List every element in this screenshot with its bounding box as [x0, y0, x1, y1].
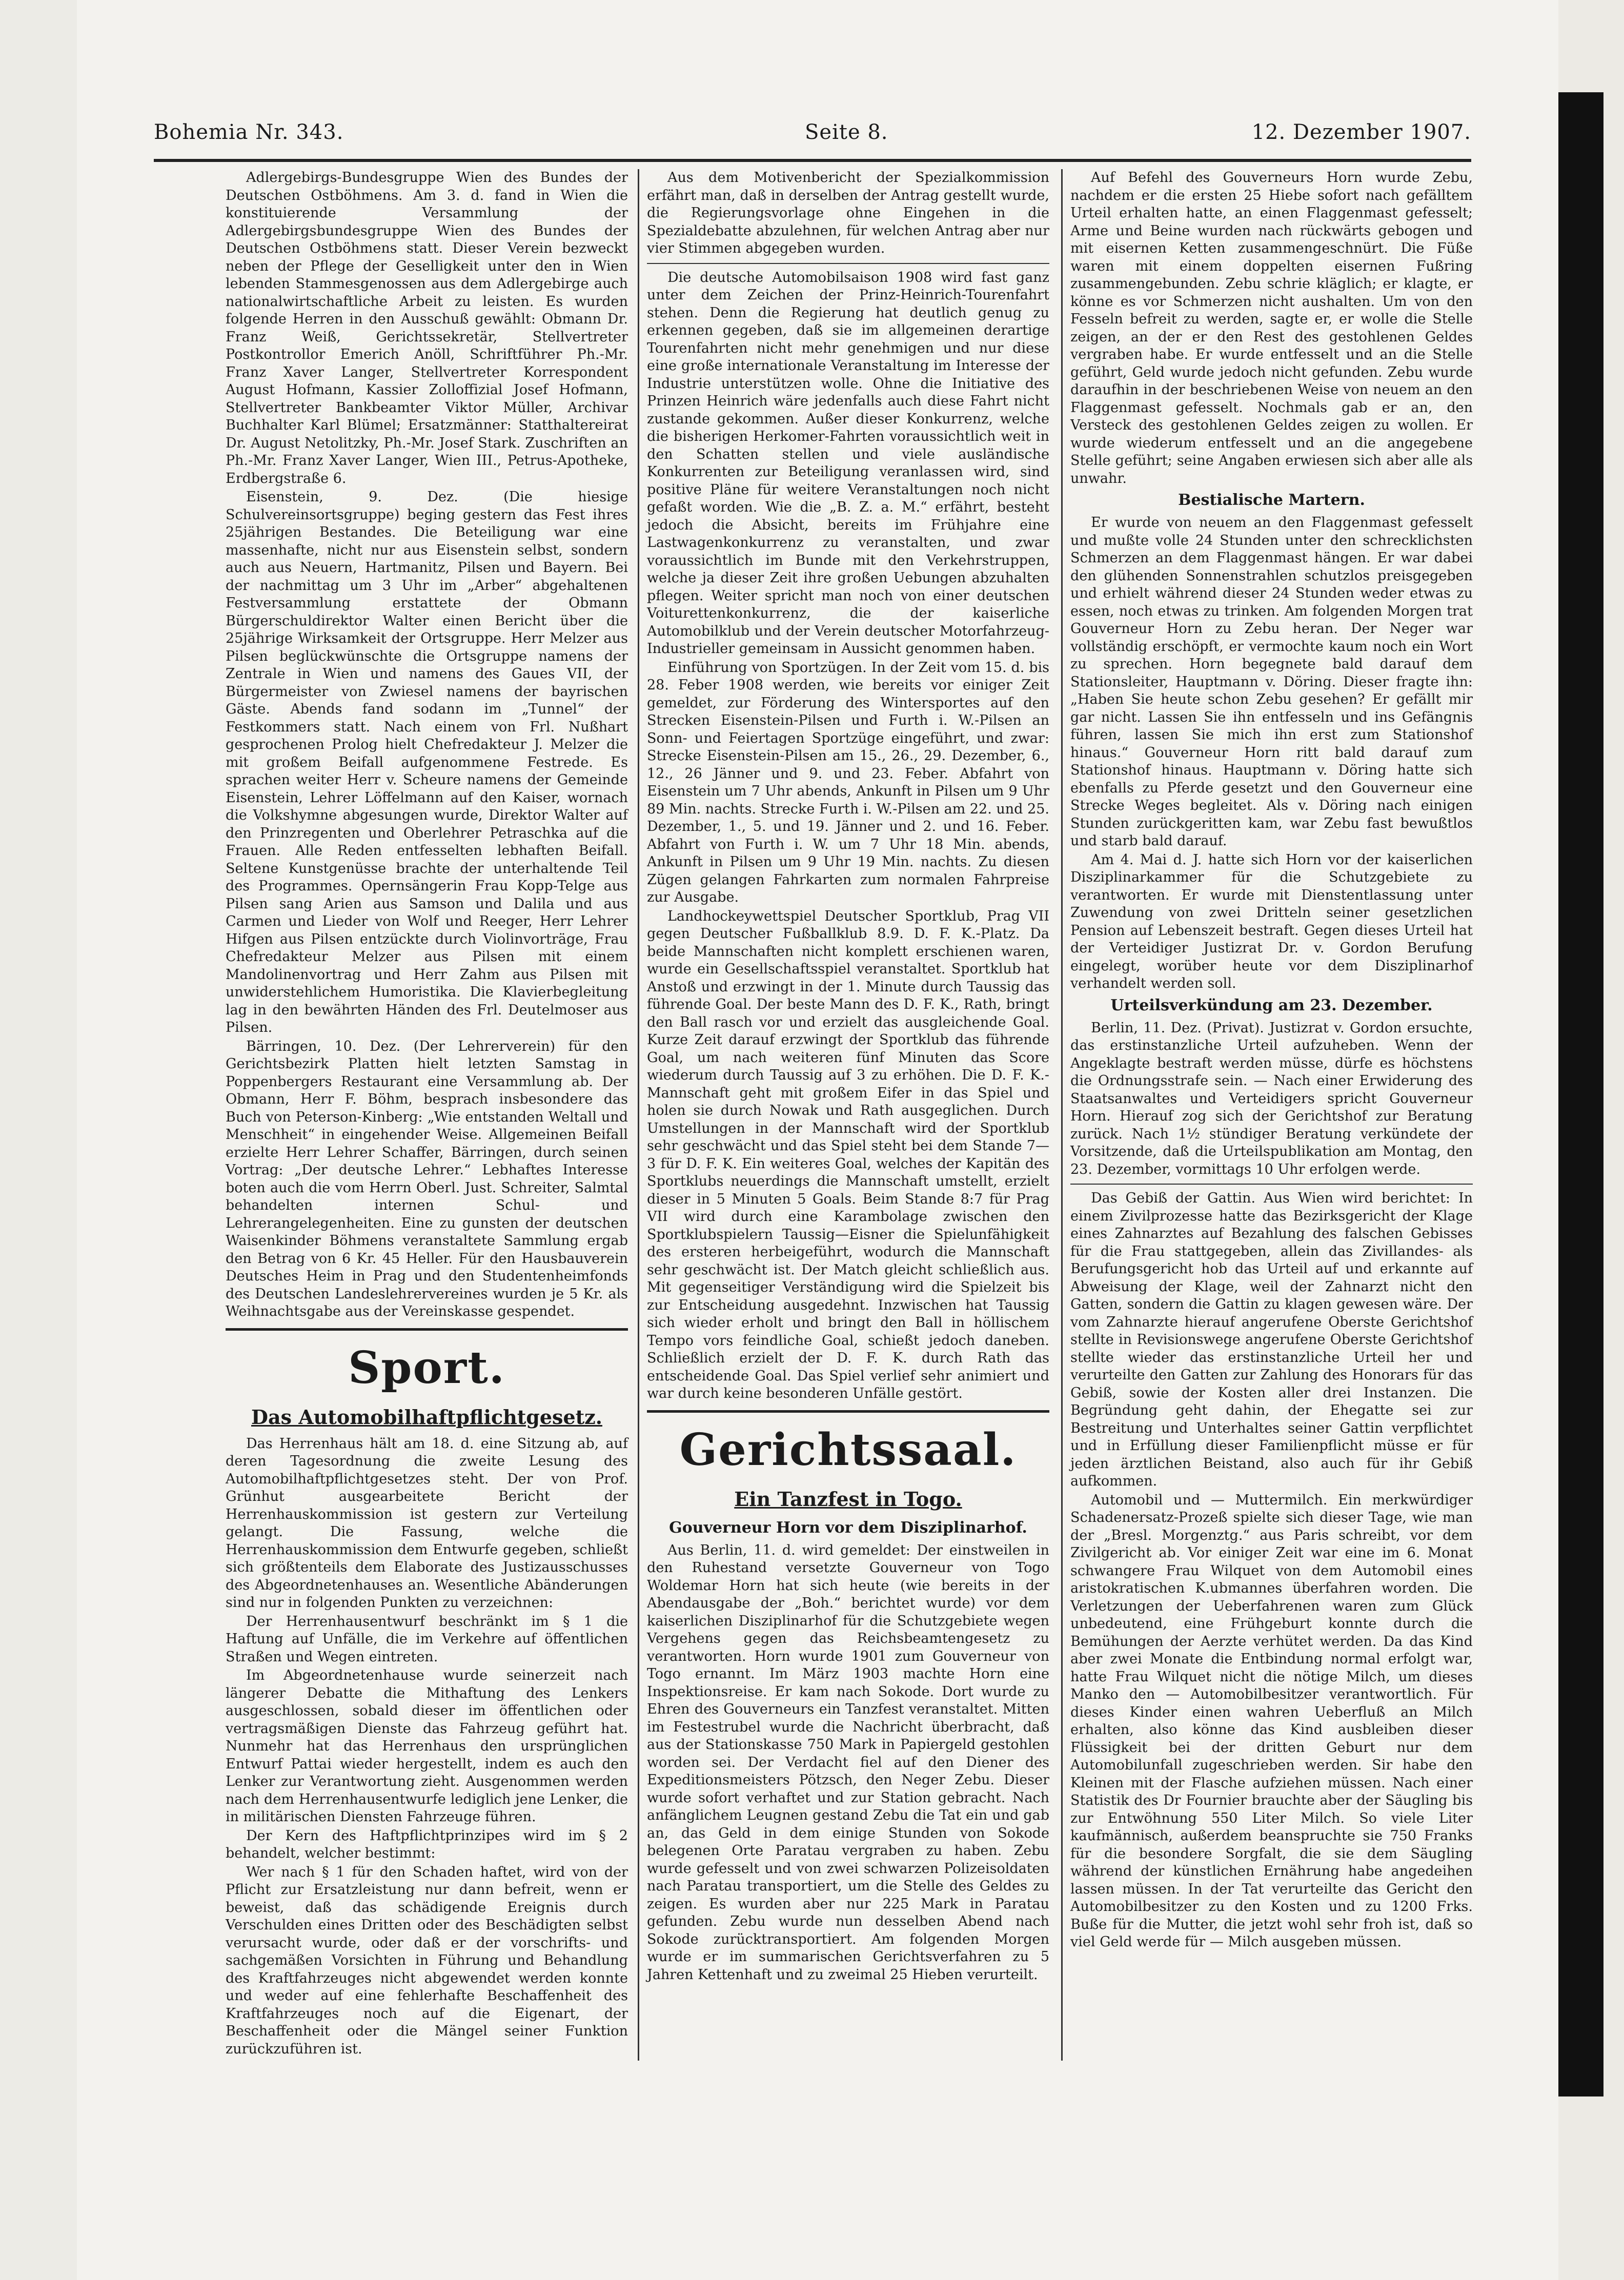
article-rule: [647, 263, 1049, 264]
subhead-bestialische-martern: Bestialische Martern.: [1178, 491, 1365, 509]
article-sportzuege: Einführung von Sportzügen. In der Zeit vom 15. d. bis 28. Feber 1908 werden, wie bereits vor einiger Zeit gemeldet, zur Förderung des Wintersportes auf den Strecken Eisenstein-Pilsen und Furth i. W.-Pilsen an Sonn- und Feiertagen Sportzüge eingeführt, und zwar: Strecke Eisenstein-Pilsen am 15., 26., 29. Dezember, 6., 12., 26 Jänner und 9. und 23. Feber. Abfahrt von Eisenstein um 7 Uhr abends, Ankunft in Pilsen um 9 Uhr 89 Min. nachts. Strecke Furth i. W.-Pilsen am 22. und 25. Dezember, 1., 5. und 19. Jänner und 2. und 16. Feber. Abfahrt von Furth i. W. um 7 Uhr 18 Min. abends, Ankunft in Pilsen um 9 Uhr 19 Min. nachts. Zu diesen Zügen gelangen Fahrkarten zum normalen Fahrpreise zur Ausgabe.: [647, 659, 1049, 905]
column-divider-1: [638, 169, 639, 2061]
section-rule: [226, 1328, 628, 1331]
article-haftpflicht-p2: Der Herrenhausentwurf beschränkt im § 1 die Haftung auf Unfälle, die im Verkehre auf öffentlichen Straßen und Wegen eintreten.: [226, 1613, 628, 1665]
column-divider-2: [1061, 169, 1063, 2061]
scan-margin-left: [0, 0, 77, 2280]
column-3: [1070, 169, 1473, 1951]
article-automobilsaison: Die deutsche Automobilsaison 1908 wird fast ganz unter dem Zeichen der Prinz-Heinrich-Tourenfahrt stehen. Denn die Regierung hat deutlich genug zu erkennen gegeben, daß sie im allgemeinen derartige Tourenfahrten nicht mehr genehmigen und nur diese eine große internationale Veranstaltung im Interesse der Industrie unterstützen wolle. Ohne die Initiative des Prinzen Heinrich wäre jedenfalls auch diese Fahrt nicht zustande gekommen. Außer dieser Konkurrenz, welche die bisherigen Herkomer-Fahrten voraussichtlich weit in den Schatten stellen und viele ausländische Konkurrenten zur Beteiligung veranlassen wird, sind positive Pläne für weitere Veranstaltungen noch nicht gefaßt worden. Wie die „B. Z. a. M.“ erfährt, besteht jedoch die Absicht, bereits im Frühjahre eine Lastwagenkonkurrenz zu veranstalten, und zwar voraussichtlich im Bunde mit den Verkehrstruppen, welche ja dieser Zeit ihre großen Uebungen abzuhalten pflegen. Weiter spricht man noch von einer deutschen Voiturettenkonkurrenz, die der kaiserliche Automobilklub und der Verein deutscher Motorfahrzeug-Industrieller gemeinsam in Aussicht genommen haben.: [647, 269, 1049, 657]
header-rule: [154, 159, 1471, 162]
article-motivenbericht: Aus dem Motivenbericht der Spezialkommission erfährt man, daß in derselben der Antrag gestellt wurde, die Regierungsvorlage ohne Eingehen in die Spezialdebatte abzulehnen, für welchen Antrag aber nur vier Stimmen abgegeben wurden.: [647, 170, 1049, 256]
article-haftpflicht-intro: Das Herrenhaus hält am 18. d. eine Sitzung ab, auf deren Tagesordnung die zweite Lesung des Automobilhaftpflichtgesetzes steht. Der von Prof. Grünhut ausgearbeitete Bericht der Herrenhauskommission ist gestern zur Verteilung gelangt. Die Fassung, welche die Herrenhauskommission dem Entwurfe gegeben, schließt sich größtenteils dem Elaborate des Justizausschusses des Abgeordnetenhauses an. Wesentliche Abänderungen sind nur in folgenden Punkten zu verzeichnen:: [226, 1435, 628, 1611]
header-date: 12. Dezember 1907.: [1251, 120, 1471, 144]
header-issue: Bohemia Nr. 343.: [154, 120, 344, 144]
article-haftpflicht-p4: Der Kern des Haftpflichtprinzipes wird im § 2 behandelt, welcher bestimmt:: [226, 1827, 628, 1861]
article-adlergebirge: Adlergebirgs-Bundesgruppe Wien des Bundes der Deutschen Ostböhmens. Am 3. d. fand in Wien die konstituierende Versammlung der Adlergebirgsbundesgruppe Wien des Bundes der Deutschen Ostböhmens statt. Dieser Verein bezweckt neben der Pflege der Geselligkeit unter den in Wien lebenden Stammesgenossen aus dem Adlergebirge auch nationalwirtschaftliche Arbeit zu leisten. Es wurden folgende Herren in den Ausschuß gewählt: Obmann Dr. Franz Weiß, Gerichtssekretär, Stellvertreter Postkontrollor Emerich Anöll, Schriftführer Ph.-Mr. Franz Xaver Langer, Stellvertreter Korrespondent August Hofmann, Kassier Zolloffizial Josef Hofmann, Stellvertreter Bankbeamter Viktor Müller, Archivar Buchhalter Karl Blümel; Ersatzmänner: Statthaltereirat Dr. August Netolitzky, Ph.-Mr. Josef Stark. Zuschriften an Ph.-Mr. Franz Xaver Langer, Wien III., Petrus-Apotheke, Erdbergstraße 6.: [226, 170, 628, 486]
column-1: [226, 169, 628, 2058]
article-tanzfest-p2: Auf Befehl des Gouverneurs Horn wurde Zebu, nachdem er die ersten 25 Hiebe sofort nach gefälltem Urteil erhalten hatte, an einen Flaggenmast gefesselt; Arme und Beine wurden nach rückwärts gebogen und mit eisernen Ketten zusammengeschnürt. Die Füße waren mit einem doppelten eisernen Fußring zusammengebunden. Zebu schrie kläglich; er klagte, er könne es vor Schmerzen nicht aushalten. Um von den Fesseln befreit zu werden, sagte er, er wolle die Stelle zeigen, an der er den Rest des gestohlenen Geldes vergraben habe. Er wurde entfesselt und an die Stelle geführt, Geld wurde jedoch nicht gefunden. Zebu wurde daraufhin in der beschriebenen Weise von neuem an den Flaggenmast gefesselt. Nochmals gab er an, den Versteck des gestohlenen Geldes zeigen zu wollen. Er wurde wiederum entfesselt und an die angegebene Stelle geführt; seine Angaben erwiesen sich aber alle als unwahr.: [1070, 170, 1473, 486]
article-tanzfest-p4: Am 4. Mai d. J. hatte sich Horn vor der kaiserlichen Disziplinarkammer für die Schutzgebiete zu verantworten. Er wurde mit Dienstentlassung unter Zuwendung von zwei Dritteln seiner gesetzlichen Pension auf Lebenszeit bestraft. Gegen dieses Urteil hat der Verteidiger Justizrat Dr. v. Gordon Berufung eingelegt, worüber heute vor dem Disziplinarhof verhandelt werden soll.: [1070, 851, 1473, 991]
subhead-urteilsverkuendung: Urteilsverkündung am 23. Dezember.: [1110, 996, 1433, 1014]
section-title-sport: Sport.: [348, 1341, 505, 1394]
article-tanzfest-p1: Aus Berlin, 11. d. wird gemeldet: Der einstweilen in den Ruhestand versetzte Gouverneur von Togo Woldemar Horn hat sich heute (wie bereits in der Abendausgabe der „Boh.“ berichtet wurde) vor dem kaiserlichen Disziplinarhof für die Schutzgebiete wegen Vergehens gegen das Reichsbeamtengesetz zu verantworten. Horn wurde 1901 zum Gouverneur von Togo ernannt. Im März 1903 machte Horn eine Inspektionsreise. Er kam nach Sokode. Dort wurde zu Ehren des Gouverneurs ein Tanzfest veranstaltet. Mitten im Festestrubel wurde die Nachricht überbracht, daß aus der Stationskasse 750 Mark in Papiergeld gestohlen worden sei. Der Verdacht fiel auf den Diener des Expeditionsmeisters Pötzsch, den Neger Zebu. Dieser wurde sofort verhaftet und zur Station gebracht. Nach anfänglichem Leugnen gestand Zebu die Tat ein und gab an, das Geld in dem einige Stunden von Sokode belegenen Orte Paratau vergraben zu haben. Zebu wurde gefesselt und von zwei schwarzen Polizeisoldaten nach Paratau transportiert, um die Stelle des Geldes zu zeigen. Es wurden aber nur 225 Mark in Paratau gefunden. Zebu wurde nun desselben Abend nach Sokode zurücktransportiert. Am folgenden Morgen wurde er im summarischen Gerichtsverfahren zu 5 Jahren Kettenhaft und zu zweimal 25 Hieben verurteilt.: [647, 1542, 1049, 1983]
article-haftpflicht-p3: Im Abgeordnetenhause wurde seinerzeit nach längerer Debatte die Mithaftung des Lenkers ausgeschlossen, sobald dieser im öffentlichen oder vertragsmäßigen Dienste das Fahrzeug geführt hat. Nunmehr hat das Herrenhaus den ursprünglichen Entwurf Pattai wieder hergestellt, indem es auch den Lenker zur Verantwortung zieht. Ausgenommen werden nach dem Herrenhausentwurfe lediglich jene Lenker, die in militärischen Diensten Fahrzeuge führen.: [226, 1667, 628, 1825]
page-header: [154, 120, 1471, 156]
article-automobil-muttermilch: Automobil und — Muttermilch. Ein merkwürdiger Schadenersatz-Prozeß spielte sich dieser Tage, wie man der „Bresl. Morgenztg.“ aus Paris schreibt, vor dem Zivilgericht ab. Vor einiger Zeit war eine im 6. Monat schwangere Frau Wilquet von dem Automobil eines aristokratischen K.ubmannes überfahren worden. Die Verletzungen der Ueberfahrenen waren zum Glück unbedeutend, eine Frühgeburt konnte durch die Bemühungen der Aerzte verhütet werden. Da das Kind aber zwei Monate die Entbindung normal erfolgt war, hatte Frau Wilquet nicht die nötige Milch, um dieses Manko den — Automobilbesitzer verantwortlich. Für dieses Kinder einen wahren Ueberfluß an Milch erhalten, also könne das Kind ausbleiben dieser Flüssigkeit bei der dritten Geburt nur dem Automobilunfall zugeschrieben werden. Sir habe den Kleinen mit der Flasche aufziehen müssen. Nach einer Statistik des Dr Fournier brauchte aber der Säugling bis zur Entwöhnung 550 Liter Milch. So viele Liter kaufmännisch, außerdem beanspruchte sie 750 Franks für die besondere Sorgfalt, die sie dem Säugling während der künstlichen Ernährung habe angedeihen lassen müssen. In der Tat verurteilte das Gericht den Automobilbesitzer zu den Kosten und zu 1200 Frks. Buße für die Mutter, die jetzt wohl sehr froh ist, daß so viel Geld werde für — Milch ausgeben müssen.: [1070, 1492, 1473, 1950]
column-2: [647, 169, 1049, 1984]
section-rule: [647, 1410, 1049, 1413]
article-haftpflicht-p5: Wer nach § 1 für den Schaden haftet, wird von der Pflicht zur Ersatzleistung nur dann befreit, wenn er beweist, daß das schädigende Ereignis durch Verschulden eines Dritten oder des Beschädigten selbst verursacht wurde, oder daß er der vorschrifts- und sachgemäßen Vorsichten in Führung und Behandlung des Kraftfahrzeuges nicht abgewendet werden konnte und weder auf eine fehlerhafte Beschaffenheit des Kraftfahrzeuges noch auf die Eigenart, der Beschaffenheit oder die Mängel seiner Funktion zurückzuführen ist.: [226, 1864, 628, 2057]
article-title-haftpflicht: Das Automobilhaftpflichtgesetz.: [251, 1405, 602, 1429]
header-page-number: Seite 8.: [805, 120, 888, 144]
article-eisenstein: Eisenstein, 9. Dez. (Die hiesige Schulvereinsortsgruppe) beging gestern das Fest ihres 25jährigen Bestandes. Die Beteiligung war eine massenhafte, nicht nur aus Eisenstein selbst, sondern auch aus Neuern, Hartmanitz, Pilsen und Bayern. Bei der nachmittag um 3 Uhr im „Arber“ abgehaltenen Festversammlung erstattete der Obmann Bürgerschuldirektor Walter einen Bericht über die 25jährige Wirksamkeit der Ortsgruppe. Herr Melzer aus Pilsen beglückwünschte die Ortsgruppe namens der Zentrale in Wien und namens des Gaues VII, der Bürgermeister von Zwiesel namens der bayrischen Gäste. Abends fand sodann im „Tunnel“ der Festkommers statt. Nach einem von Frl. Nußhart gesprochenen Prolog hielt Chefredakteur J. Melzer die mit großem Beifall aufgenommene Festrede. Es sprachen weiter Herr v. Scheure namens der Gemeinde Eisenstein, Lehrer Löffelmann auf den Kaiser, wornach die Volkshymne abgesungen wurde, Direktor Walter auf den Prinzregenten und Oberlehrer Petraschka auf die Frauen. Alle Reden entfesselten lebhaften Beifall. Seltene Kunstgenüsse brachte der unterhaltende Teil des Programmes. Opernsängerin Frau Kopp-Telge aus Pilsen sang Arien aus Samson und Dalila und aus Carmen und Lieder von Wolf und Reeger, Herr Lehrer Hifgen aus Pilsen entzückte durch Violinvorträge, Frau Chefredakteur Melzer aus Pilsen mit einem Mandolinenvortrag und Herr Zahm aus Pilsen mit unwiderstehlichem Humoristika. Die Klavierbegleitung lag in den bewährten Händen des Frl. Deutelmoser aus Pilsen.: [226, 489, 628, 1035]
article-tanzfest-p5: Berlin, 11. Dez. (Privat). Justizrat v. Gordon ersuchte, das erstinstanzliche Urteil aufzuheben. Wenn der Angeklagte bestraft werden müsse, dürfe es höchstens die Ordnungsstrafe sein. — Nach einer Erwiderung des Staatsanwaltes und Verteidigers spricht Gouverneur Horn. Hierauf zog sich der Gerichtshof zur Beratung zurück. Nach 1½ stündiger Beratung verkündete der Vorsitzende, daß die Urteilspublikation am Montag, den 23. Dezember, vormittags 10 Uhr erfolgen werde.: [1070, 1020, 1473, 1177]
article-subtitle-horn: Gouverneur Horn vor dem Disziplinarhof.: [669, 1518, 1027, 1537]
scan-black-edge: [1558, 92, 1603, 2096]
article-baerringen: Bärringen, 10. Dez. (Der Lehrerverein) für den Gerichtsbezirk Platten hielt letzten Samstag in Poppenbergers Restaurant eine Versammlung ab. Der Obmann, Herr F. Böhm, besprach insbesondere das Buch von Peterson-Kinberg: „Wie entstanden Weltall und Menschheit“ in eingehender Weise. Allgemeinen Beifall erzielte Herr Lehrer Schaffer, Bärringen, durch seinen Vortrag: „Der deutsche Lehrer.“ Lebhaftes Interesse boten auch die vom Herrn Oberl. Just. Schreiter, Salmtal behandelten internen Schul- und Lehrerangelegenheiten. Eine zu gunsten der deutschen Waisenkinder Böhmens veranstaltete Sammlung ergab den Betrag von 6 Kr. 45 Heller. Für den Hausbauverein Deutsches Heim in Prag und den Studentenheimfonds des Deutschen Landeslehrervereines wurden je 5 Kr. als Weihnachtsgabe aus der Vereinskasse gespendet.: [226, 1038, 628, 1319]
article-title-tanzfest: Ein Tanzfest in Togo.: [734, 1487, 962, 1511]
article-rule: [1070, 1184, 1473, 1185]
article-gebiss-gattin: Das Gebiß der Gattin. Aus Wien wird berichtet: In einem Zivilprozesse hatte das Bezirksgericht der Klage eines Zahnarztes auf Bezahlung des falschen Gebisses für die Frau stattgegeben, allein das Zivillandes- als Berufungsgericht hob das Urteil auf und erkannte auf Abweisung der Klage, weil der Zahnarzt nicht den Gatten, sondern die Gattin zu klagen gewesen wäre. Der vom Zahnarzte hierauf angerufene Oberste Gerichtshof stellte in Revisionswege angerufene Oberste Gerichtshof stellte wieder das erstinstanzliche Urteil her und verurteilte den Gatten zur Zahlung des Honorars für das Gebiß, sowie der Kosten aller drei Instanzen. Die Begründung geht dahin, der Ehegatte sei zur Bestreitung und Unterhaltes seiner Gattin verpflichtet und in Erfüllung dieser Familienpflicht müsse er für jeden ärztlichen Beistand, also auch für ihr Gebiß aufkommen.: [1070, 1190, 1473, 1489]
article-landhockey: Landhockeywettspiel Deutscher Sportklub, Prag VII gegen Deutscher Fußballklub 8.9. D. F. K.-Platz. Da beide Mannschaften nicht komplett erschienen waren, wurde ein Gesellschaftsspiel veranstaltet. Sportklub hat Anstoß und erzwingt in der 1. Minute durch Taussig das führende Goal. Der beste Mann des D. F. K., Rath, bringt den Ball rasch vor und erzielt das ausgleichende Goal. Kurze Zeit darauf erzwingt der Sportklub das führende Goal, um nach weiteren fünf Minuten das Score wiederum durch Taussig auf 3 zu erhöhen. Die D. F. K.-Mannschaft geht mit großem Eifer in das Spiel und holen sie durch Nowak und Rath ausgeglichen. Durch Umstellungen in der Mannschaft wird der Sportklub sehr geschwächt und das Spiel steht bei dem Stande 7—3 für D. F. K. Ein weiteres Goal, welches der Kapitän des Sportklubs neuerdings die Mannschaft umstellt, erzielt dieser in 5 Minuten 5 Goals. Beim Stande 8:7 für Prag VII wird durch eine Karambolage zwischen den Sportklubspielern Taussig—Eisner die Spielunfähigkeit des ersteren herbeigeführt, wodurch die Mannschaft sehr geschwächt ist. Der Match gleicht schließlich aus. Mit gegenseitiger Verständigung wird die Spielzeit bis zur Entscheidung ausgedehnt. Inzwischen hat Taussig sich wieder erholt und bringt den Ball in höllischem Tempo vors feindliche Goal, schießt jedoch daneben. Schließlich erzielt der D. F. K. durch Rath das entscheidende Goal. Das Spiel verlief sehr animiert und war durch keine besonderen Unfälle gestört.: [647, 908, 1049, 1401]
section-title-gerichtssaal: Gerichtssaal.: [679, 1423, 1017, 1476]
article-tanzfest-p3: Er wurde von neuem an den Flaggenmast gefesselt und mußte volle 24 Stunden unter den schrecklichsten Schmerzen an dem Flaggenmast hängen. Er war dabei den glühenden Sonnenstrahlen schutzlos preisgegeben und erhielt während dieser 24 Stunden weder etwas zu essen, noch etwas zu trinken. Am folgenden Morgen trat Gouverneur Horn zu Zebu heran. Der Neger war vollständig erschöpft, er vermochte kaum noch ein Wort zu sprechen. Horn begegnete bald darauf dem Stationsleiter, Hauptmann v. Döring. Dieser fragte ihn: „Haben Sie heute schon Zebu gesehen? Er gefällt mir gar nicht. Lassen Sie ihn entfesseln und ins Gefängnis führen, lassen Sie mich ihn erst zum Stationshof hinaus.“ Gouverneur Horn ritt bald darauf zum Stationshof hinaus. Hauptmann v. Döring hatte sich ebenfalls zu Pferde gesetzt und den Gouverneur eine Strecke Weges begleitet. Als v. Döring nach einigen Stunden zurückgeritten kam, war Zebu fast bewußtlos und starb bald darauf.: [1070, 515, 1473, 849]
